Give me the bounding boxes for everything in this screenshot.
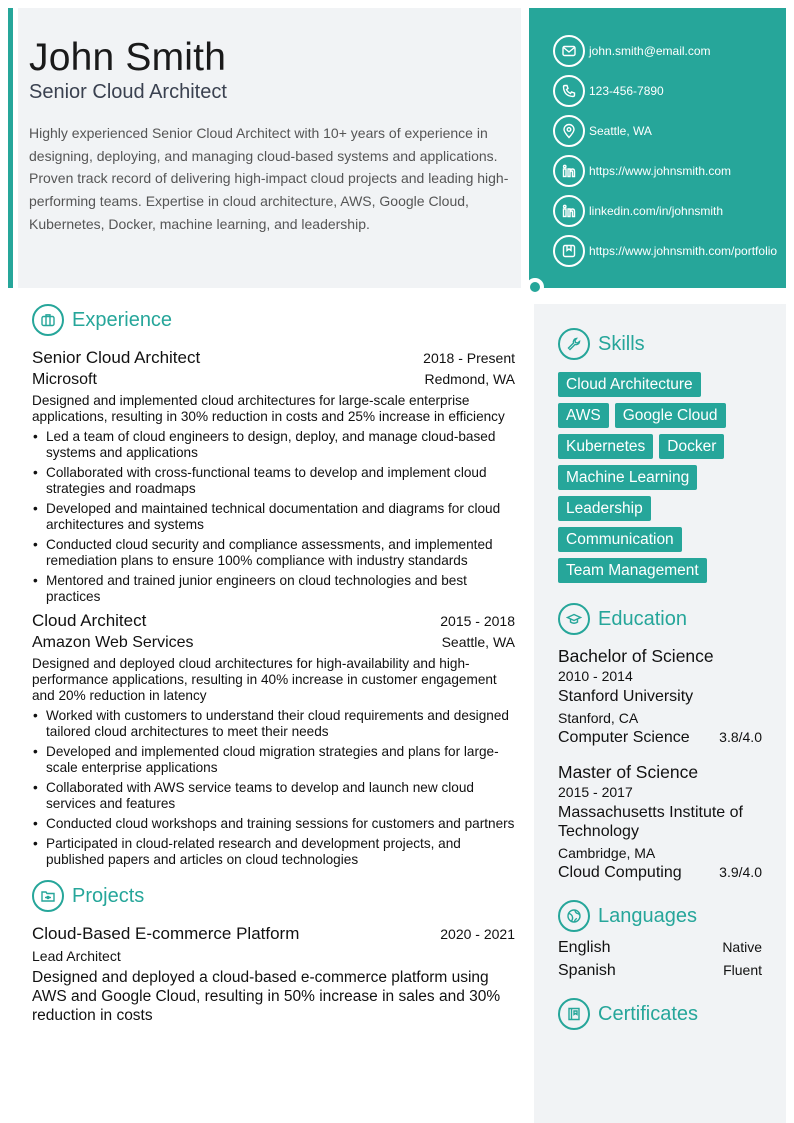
list-item: • Conducted cloud workshops and training sessions for customers and partners <box>32 816 515 832</box>
skill-chip: Machine Learning <box>558 465 697 490</box>
skills-list <box>558 372 762 583</box>
section-title: Skills <box>598 332 645 355</box>
job-dates: 2018 - Present <box>423 350 515 366</box>
job-location: Seattle, WA <box>441 634 515 650</box>
school-location: Stanford, CA <box>558 710 639 726</box>
language-level: Fluent <box>723 962 762 978</box>
field-of-study: Computer Science <box>558 729 690 746</box>
location-icon <box>553 115 585 147</box>
job-bullets <box>32 429 515 605</box>
field-of-study: Cloud Computing <box>558 864 682 881</box>
contact-website-text: https://www.johnsmith.com <box>589 164 732 178</box>
skill-chip: AWS <box>558 403 609 428</box>
job-location: Redmond, WA <box>424 371 515 387</box>
graduation-cap-icon <box>558 603 590 635</box>
experience-heading <box>32 304 515 336</box>
languages-heading <box>558 900 762 932</box>
list-item: • Developed and implemented cloud migration strategies and plans for large-scale enterprise applications <box>32 744 515 776</box>
job-dates: 2015 - 2018 <box>440 613 515 629</box>
main-column <box>32 304 515 1025</box>
gpa: 3.8/4.0 <box>719 729 762 745</box>
project-entry <box>32 924 515 1025</box>
job-company: Amazon Web Services <box>32 634 194 651</box>
education-dates: 2010 - 2014 <box>558 668 633 684</box>
education-entry <box>558 761 762 882</box>
list-item: • Participated in cloud-related research and development projects, and published papers and articles on cloud technologies <box>32 836 515 868</box>
list-item: • Conducted cloud security and compliance assessments, and implemented remediation plans to ensure 100% compliance with industry standards <box>32 537 515 569</box>
project-role: Lead Architect <box>32 948 121 964</box>
languages-list <box>558 936 762 982</box>
skill-chip: Docker <box>659 434 724 459</box>
skill-chip: Team Management <box>558 558 707 583</box>
degree: Master of Science <box>558 762 699 782</box>
skill-chip: Communication <box>558 527 682 552</box>
job-description: Designed and deployed cloud architectures for high-availability and high-performance applications, resulting in 40% increase in customer engagement and 20% reduction in latency <box>32 656 497 703</box>
summary: Highly experienced Senior Cloud Architect with 10+ years of experience in designing, deploying, and managing cloud-based systems and applications. Proven track record of delivering high-impact cloud projects and leading high-performing teams. Expertise in cloud architecture, AWS, Google Cloud, Kubernetes, Docker, machine learning, and leadership. <box>29 125 509 232</box>
language-row <box>558 936 762 959</box>
school: Stanford University <box>558 688 694 705</box>
mail-icon <box>553 35 585 67</box>
job-entry <box>32 348 515 605</box>
language-name: Spanish <box>558 962 616 979</box>
contact-website[interactable] <box>529 151 786 191</box>
project-dates: 2020 - 2021 <box>440 926 515 942</box>
header-panel <box>18 8 521 288</box>
linkedin-icon <box>553 155 585 187</box>
language-level: Native <box>722 939 762 955</box>
skill-chip: Leadership <box>558 496 651 521</box>
contact-location <box>529 111 786 151</box>
globe-icon <box>558 900 590 932</box>
candidate-name: John Smith <box>29 36 227 79</box>
contact-email[interactable] <box>529 31 786 71</box>
section-title: Languages <box>598 904 697 927</box>
contact-portfolio[interactable] <box>529 231 786 271</box>
school: Massachusetts Institute of Technology <box>558 804 743 840</box>
project-description: Designed and deployed a cloud-based e-commerce platform using AWS and Google Cloud, resulting in 50% increase in sales and 30% reduction in costs <box>32 969 501 1024</box>
projects-heading <box>32 880 515 912</box>
degree: Bachelor of Science <box>558 646 714 666</box>
candidate-title: Senior Cloud Architect <box>29 81 227 103</box>
job-description: Designed and implemented cloud architectures for large-scale enterprise applications, resulting in 30% reduction in costs and 25% increase in efficiency <box>32 393 505 424</box>
job-entry <box>32 611 515 868</box>
section-title: Education <box>598 607 687 630</box>
school-location: Cambridge, MA <box>558 845 656 861</box>
language-row <box>558 959 762 982</box>
certificates-heading <box>558 998 762 1030</box>
briefcase-icon <box>32 304 64 336</box>
project-icon <box>32 880 64 912</box>
contact-panel <box>529 8 786 288</box>
list-item: • Collaborated with cross-functional teams to develop and implement cloud strategies and roadmaps <box>32 465 515 497</box>
contact-phone-text: 123-456-7890 <box>589 84 664 98</box>
contact-phone[interactable] <box>529 71 786 111</box>
contact-linkedin[interactable] <box>529 191 786 231</box>
contact-portfolio-text: https://www.johnsmith.com/portfolio <box>589 244 778 258</box>
job-bullets <box>32 708 515 868</box>
contact-linkedin-text: linkedin.com/in/johnsmith <box>589 204 724 218</box>
education-entry <box>558 645 762 747</box>
certificate-icon <box>558 998 590 1030</box>
job-company: Microsoft <box>32 371 97 388</box>
education-dates: 2015 - 2017 <box>558 784 633 800</box>
project-title: Cloud-Based E-commerce Platform <box>32 924 300 943</box>
accent-bar <box>8 8 13 288</box>
job-title: Senior Cloud Architect <box>32 348 201 367</box>
list-item: • Collaborated with AWS service teams to develop and launch new cloud services and features <box>32 780 515 812</box>
skill-chip: Kubernetes <box>558 434 653 459</box>
section-title: Experience <box>72 308 173 331</box>
skill-chip: Google Cloud <box>615 403 726 428</box>
list-item: • Worked with customers to understand their cloud requirements and designed tailored cloud architectures to meet their needs <box>32 708 515 740</box>
language-name: English <box>558 939 611 956</box>
sidebar <box>534 304 786 1123</box>
skill-chip: Cloud Architecture <box>558 372 701 397</box>
phone-icon <box>553 75 585 107</box>
list-item: • Developed and maintained technical documentation and diagrams for cloud architectures and systems <box>32 501 515 533</box>
linkedin-icon <box>553 195 585 227</box>
education-heading <box>558 603 762 635</box>
list-item: • Led a team of cloud engineers to design, deploy, and manage cloud-based systems and applications <box>32 429 515 461</box>
skills-heading <box>558 328 762 360</box>
job-title: Cloud Architect <box>32 611 147 630</box>
section-title: Projects <box>72 884 145 907</box>
portfolio-icon <box>553 235 585 267</box>
section-title: Certificates <box>598 1002 699 1025</box>
gpa: 3.9/4.0 <box>719 864 762 880</box>
contact-email-text: john.smith@email.com <box>589 44 711 58</box>
timeline-dot <box>526 278 544 296</box>
list-item: • Mentored and trained junior engineers on cloud technologies and best practices <box>32 573 515 605</box>
contact-location-text: Seattle, WA <box>589 124 652 138</box>
wrench-icon <box>558 328 590 360</box>
